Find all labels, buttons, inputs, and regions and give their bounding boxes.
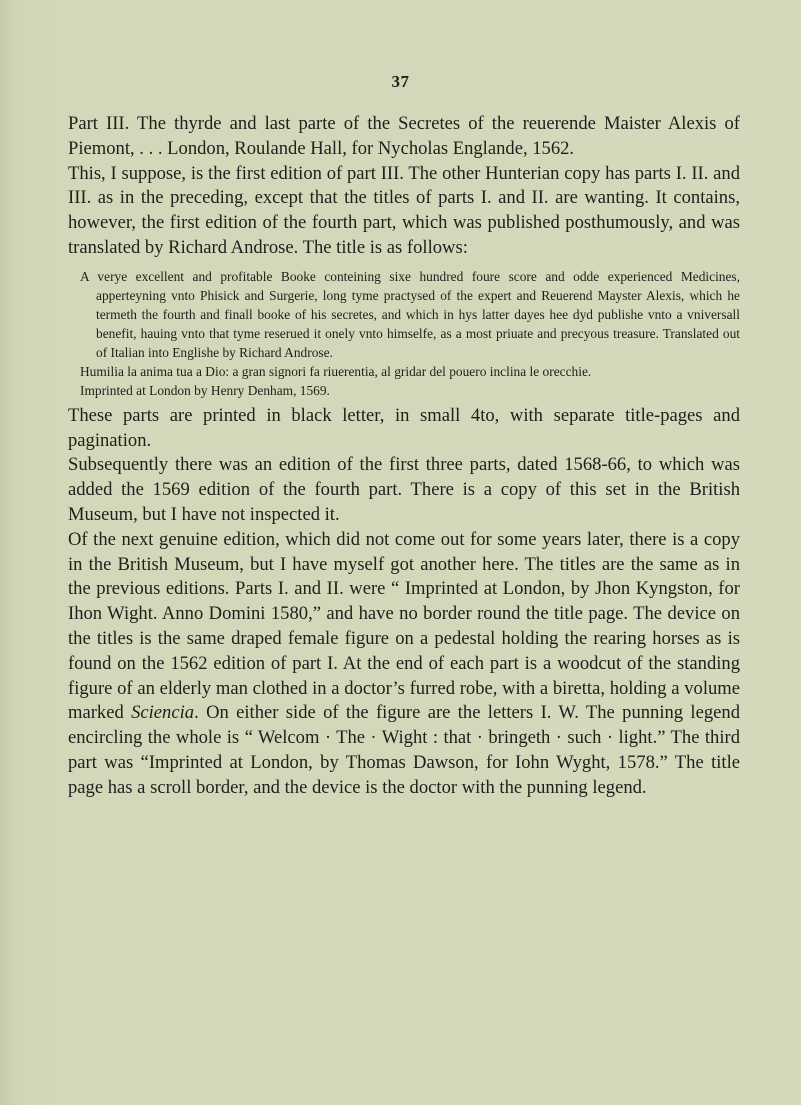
page-content xyxy=(68,112,740,801)
quoted-title: A verye excellent and profitable Booke conteining sixe hundred foure score and odde experienced Medicines, apperteyning vnto Phisick and Surgerie, long tyme practysed of the expert and Reuerend Mayster Alexis, which he termeth the fourth and finall booke of his secretes, and which in hys latter dayes hee dyd publishe vnto a vniversall benefit, hauing vnto that tyme reserued it onely vnto himselfe, as a most priuate and precyous treasure. Translated out of Italian into Englishe by Richard Androse. xyxy=(80,268,740,360)
paragraph-part-iii-title: Part III. The thyrde and last parte of the Secretes of the reuerende Maister Alexis of Piemont, . . . London, Roulande Hall, for Nycholas Englande, 1562. xyxy=(68,113,740,159)
final-paragraph-text-a: Of the next genuine edition, which did not come out for some years later, there is a copy in the British Museum, but I have myself got another here. The titles are the same as in the previous editions. Parts I. and II. were “ Imprinted at London, by Jhon Kyngston, for Ihon Wight. Anno Domini 1580,” and have no border round the title page. The device on the titles is the same draped female figure on a pedestal holding the rearing horses as is found on the 1562 edition of part I. At the end of each part is a woodcut of the standing figure of an elderly man clothed in a doctor’s furred robe, with a biretta, holding a volume marked xyxy=(68,528,740,724)
paragraph-next-genuine-edition xyxy=(68,528,740,801)
italic-sciencia: Sciencia xyxy=(131,702,195,724)
paragraph-subsequent-edition: Subsequently there was an edition of the first three parts, dated 1568-66, to which was added the 1569 edition of the fourth part. There is a copy of this set in the British Museum, but I have not inspected it. xyxy=(68,454,740,525)
quoted-motto: Humilia la anima tua a Dio: a gran signori fa riuerentia, al gridar del pouero inclina le orecchie. xyxy=(80,363,592,379)
final-paragraph-text-b: . On either side of the figure are the letters I. W. The punning legend encircling the whole is “ Welcom · The · Wight : that · bringeth · such · light.” The third part was “Imprinted at London, by Thomas Dawson, for Iohn Wyght, 1578.” The title page has a scroll border, and the device is the doctor with the punning legend. xyxy=(68,702,740,798)
quoted-imprint: Imprinted at London by Henry Denham, 1569. xyxy=(80,382,330,398)
page-number: 37 xyxy=(391,72,410,91)
paragraph-first-edition: This, I suppose, is the first edition of part III. The other Hunterian copy has parts I. II. and III. as in the preceding, except that the titles of parts I. and II. are wanting. It contains, however, the first edition of the fourth part, which was published posthumously, and was translated by Richard Androse. The title is as follows: xyxy=(68,162,740,258)
quoted-title-block xyxy=(68,267,740,400)
paragraph-black-letter: These parts are printed in black letter, in small 4to, with separate title-pages and pagination. xyxy=(68,404,740,451)
